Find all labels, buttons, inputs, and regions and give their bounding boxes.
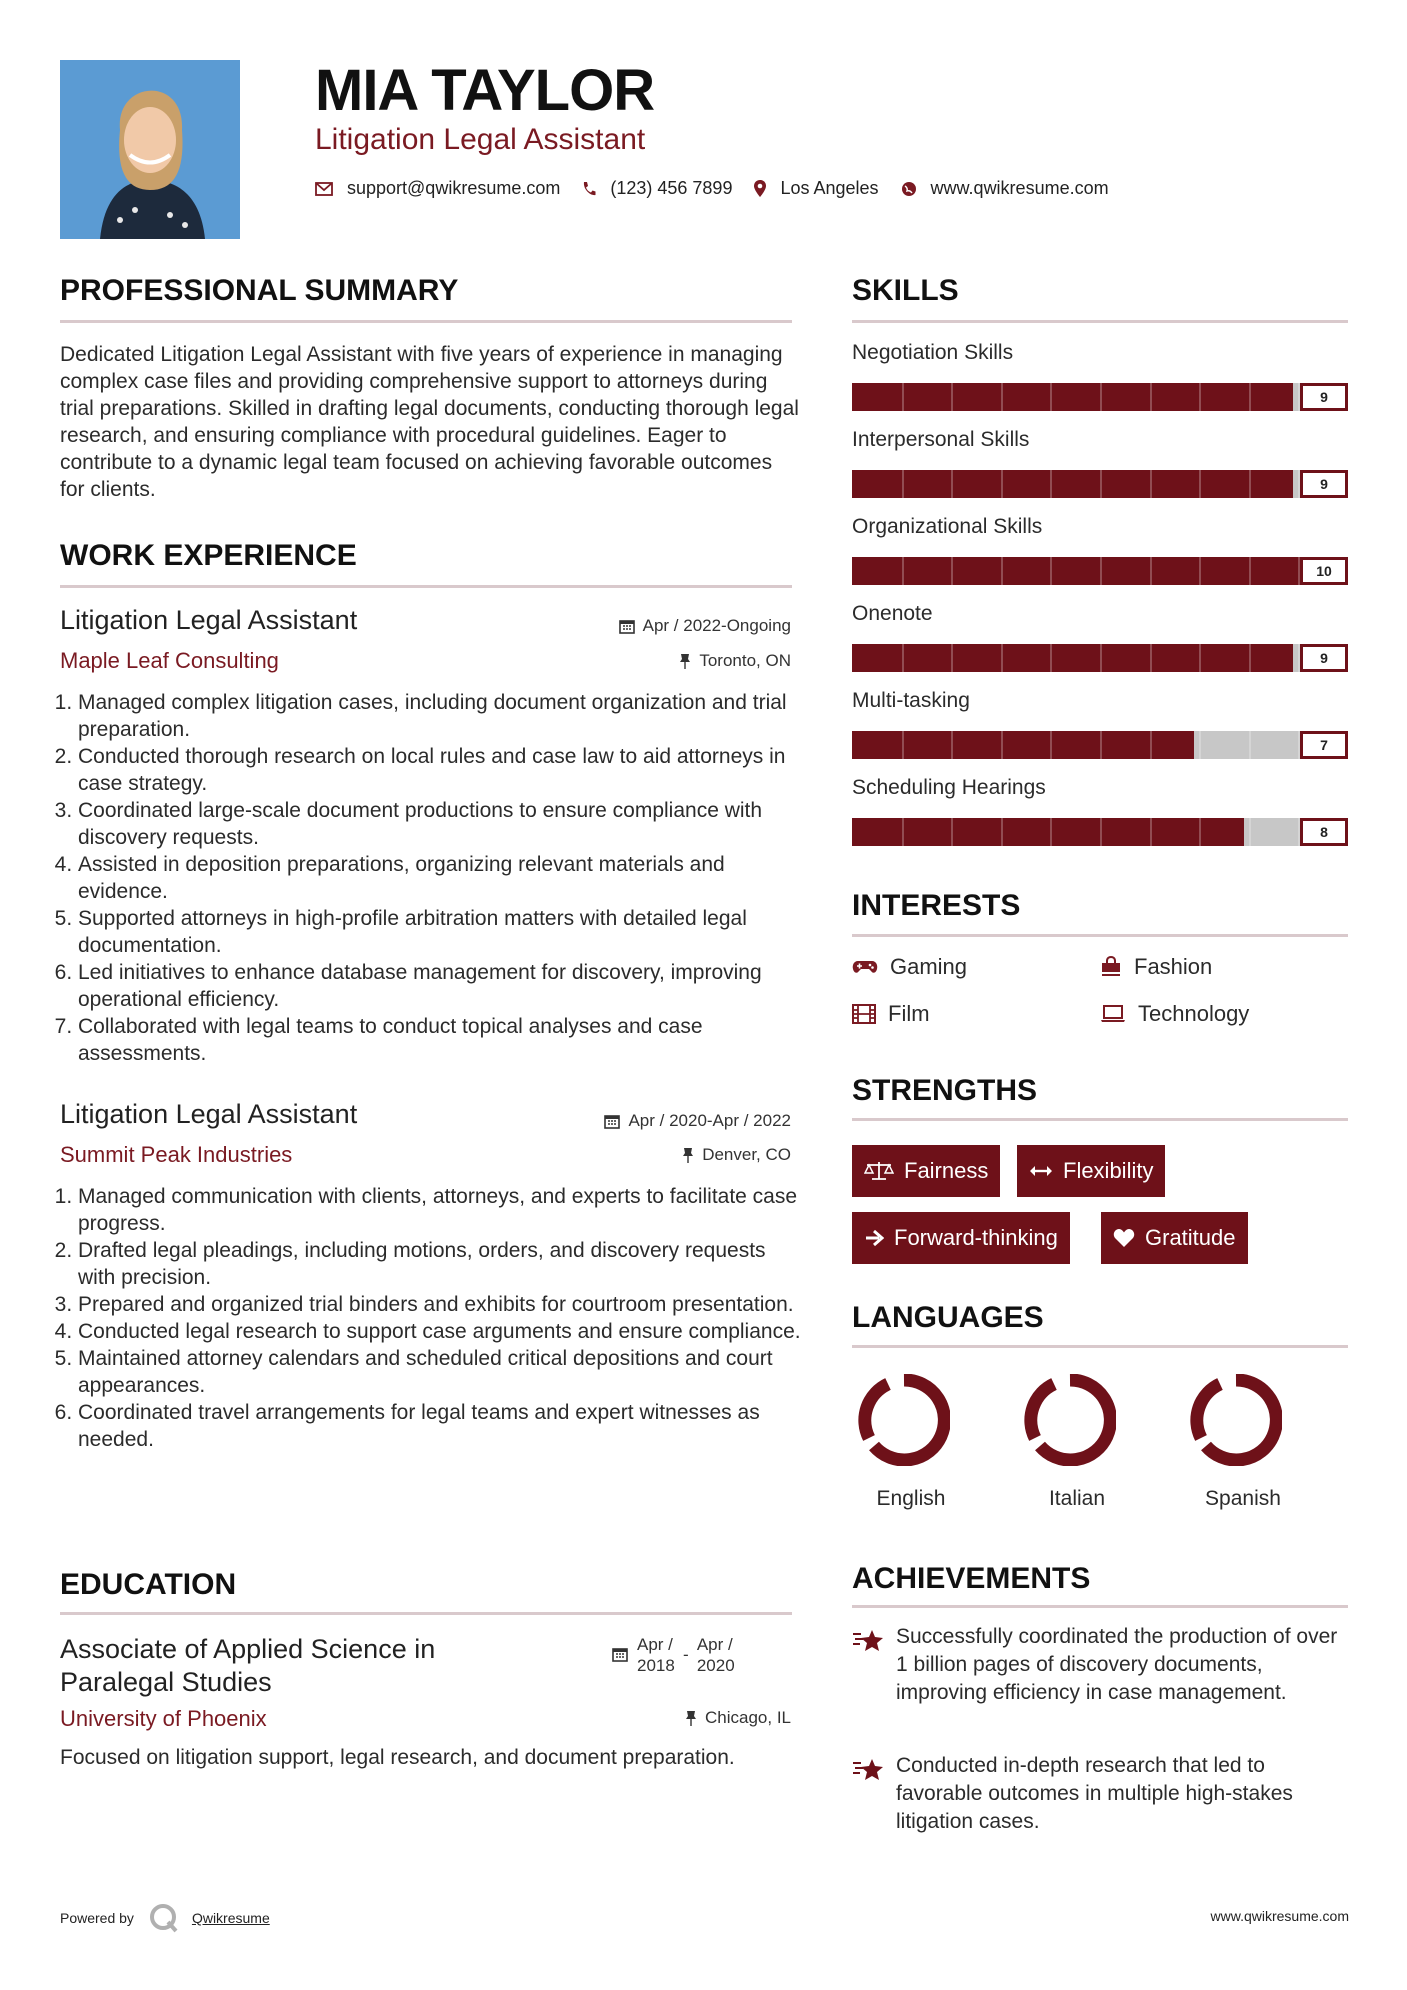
degree-line: Associate of Applied Science in (60, 1634, 436, 1664)
degree-title (60, 1633, 435, 1699)
skill-segment-divider (951, 731, 953, 759)
skill-segment-divider (1150, 470, 1152, 498)
skill-segment-divider (1249, 557, 1251, 585)
skill-segment-divider (1100, 557, 1102, 585)
summary-heading: PROFESSIONAL SUMMARY (60, 274, 459, 307)
job-location (682, 1145, 791, 1165)
globe-icon (901, 181, 917, 197)
achievement-text: Conducted in-depth research that led to favorable outcomes in multiple high-stakes litigation cases. (896, 1754, 1293, 1833)
job-duties (60, 689, 808, 1067)
education-rule (60, 1612, 792, 1615)
achievement-text: Successfully coordinated the production of over 1 billion pages of discovery documents, improving efficiency in case management. (896, 1625, 1338, 1704)
skill-segment-divider (1050, 383, 1052, 411)
company-name: Summit Peak Industries (60, 1142, 293, 1167)
start-year: 2018 (637, 1656, 675, 1675)
education-start (637, 1634, 675, 1676)
laptop-icon (1100, 1005, 1126, 1023)
strength-label: Forward-thinking (894, 1225, 1058, 1250)
skill-segment-divider (1150, 818, 1152, 846)
skill-segment-divider (1150, 644, 1152, 672)
skill-segment-divider (902, 557, 904, 585)
education-heading: EDUCATION (60, 1568, 237, 1601)
job-location (679, 651, 791, 671)
candidate-role: Litigation Legal Assistant (315, 123, 646, 156)
pushpin-icon (679, 653, 691, 669)
interest-label: Technology (1138, 1001, 1250, 1026)
skill-segment-divider (902, 644, 904, 672)
profile-photo (60, 60, 240, 239)
start-month: Apr / (637, 1635, 673, 1654)
education-end (697, 1634, 735, 1676)
skill-label: Onenote (852, 602, 933, 625)
skill-segment-divider (1249, 731, 1251, 759)
skill-segment-divider (1001, 557, 1003, 585)
skill-segment-divider (1001, 818, 1003, 846)
pushpin-icon (685, 1710, 697, 1726)
brand-link[interactable]: Qwikresume (191, 1910, 270, 1926)
skill-segment-divider (902, 731, 904, 759)
summary-text: Dedicated Litigation Legal Assistant with five years of experience in managing complex case files and providing comprehensive support to attorneys during trial preparations. Skilled in drafting legal documents, conducting thorough legal research, and ensuring compliance with procedural guidelines. Eager to contribute to a dynamic legal team focused on achieving favorable outcomes for clients. (60, 343, 799, 501)
achievements-rule (852, 1605, 1348, 1608)
skills-heading: SKILLS (852, 274, 959, 307)
skill-label: Scheduling Hearings (852, 776, 1046, 799)
candidate-name: MIA TAYLOR (315, 58, 655, 123)
phone-text: (123) 456 7899 (610, 178, 733, 198)
duty-item: 7. Collaborated with legal teams to conduct topical analyses and case assessments. (78, 1013, 808, 1067)
language-ring (1024, 1374, 1116, 1466)
gamepad-icon (852, 959, 878, 975)
calendar-icon (612, 1646, 628, 1662)
interest-item (1100, 954, 1212, 980)
shopping-bag-icon (1100, 956, 1122, 978)
skill-segment-divider (1100, 470, 1102, 498)
heart-icon (1113, 1228, 1135, 1248)
interests-rule (852, 934, 1348, 937)
languages-rule (852, 1345, 1348, 1348)
experience-rule (60, 585, 792, 588)
contact-location (754, 178, 878, 199)
interest-label: Gaming (890, 954, 968, 979)
skill-segment-divider (1050, 557, 1052, 585)
language-label: Italian (1048, 1487, 1106, 1510)
job-duties (60, 1183, 808, 1453)
job-dates-text: Apr / 2020-Apr / 2022 (628, 1111, 791, 1130)
duty-item: 1. Managed complex litigation cases, including document organization and trial preparation. (78, 689, 808, 743)
job-dates (619, 616, 791, 636)
skill-segment-divider (951, 470, 953, 498)
contact-website[interactable] (901, 178, 1109, 199)
strength-badge (852, 1212, 1070, 1264)
job-dates-text: Apr / 2022-Ongoing (642, 616, 791, 635)
languages-heading: LANGUAGES (852, 1301, 1044, 1334)
duty-item: 5. Supported attorneys in high-profile arbitration matters with detailed legal documentation. (78, 905, 808, 959)
skill-segment-divider (951, 644, 953, 672)
skill-label: Interpersonal Skills (852, 428, 1030, 451)
duty-item: 6. Led initiatives to enhance database management for discovery, improving operational efficiency. (78, 959, 808, 1013)
skill-segment-divider (1100, 644, 1102, 672)
skill-segment-divider (1001, 383, 1003, 411)
job-title: Litigation Legal Assistant (60, 1099, 358, 1129)
skill-segment-divider (1199, 470, 1201, 498)
strength-label: Flexibility (1063, 1158, 1154, 1183)
envelope-icon (315, 182, 333, 196)
skill-bar (852, 816, 1348, 844)
skill-segment-divider (951, 383, 953, 411)
strengths-heading: STRENGTHS (852, 1074, 1038, 1107)
map-pin-icon (754, 180, 766, 197)
film-icon (852, 1004, 876, 1024)
email-text: support@qwikresume.com (347, 178, 561, 198)
strengths-rule (852, 1118, 1348, 1121)
strength-badge (852, 1145, 1000, 1197)
skill-score: 10 (1300, 557, 1348, 585)
strength-badge (1017, 1145, 1165, 1197)
job-dates (604, 1111, 791, 1131)
duty-item: 3. Coordinated large-scale document productions to ensure compliance with discovery requests. (78, 797, 808, 851)
skill-bar (852, 642, 1348, 670)
skill-segment-divider (1150, 557, 1152, 585)
skill-segment-divider (1199, 818, 1201, 846)
achievements-heading: ACHIEVEMENTS (852, 1562, 1091, 1595)
language-ring (1190, 1374, 1282, 1466)
education-location-text: Chicago, IL (705, 1708, 791, 1727)
skill-fill (852, 470, 1293, 498)
skill-label: Organizational Skills (852, 515, 1043, 538)
education-description: Focused on litigation support, legal research, and document preparation. (60, 1746, 735, 1769)
school-name: University of Phoenix (60, 1706, 267, 1731)
qwikresume-logo-icon (148, 1902, 180, 1934)
skill-segment-divider (1249, 470, 1251, 498)
interests-heading: INTERESTS (852, 889, 1021, 922)
footer-website[interactable]: www.qwikresume.com (1210, 1908, 1349, 1924)
skill-segment-divider (1001, 470, 1003, 498)
skill-segment-divider (1001, 644, 1003, 672)
phone-icon (582, 181, 596, 197)
skill-segment-divider (951, 557, 953, 585)
pushpin-icon (682, 1147, 694, 1163)
duty-item: 4. Assisted in deposition preparations, organizing relevant materials and evidence. (78, 851, 808, 905)
skill-segment-divider (1199, 731, 1201, 759)
skill-bar (852, 381, 1348, 409)
skills-rule (852, 320, 1348, 323)
skill-segment-divider (1100, 818, 1102, 846)
interest-item (852, 954, 967, 980)
arrows-horizontal-icon (1029, 1164, 1053, 1178)
skill-segment-divider (951, 818, 953, 846)
job-title: Litigation Legal Assistant (60, 605, 358, 635)
interest-label: Fashion (1134, 954, 1213, 979)
company-name: Maple Leaf Consulting (60, 648, 279, 673)
skill-bar (852, 729, 1348, 757)
job-location-text: Denver, CO (702, 1145, 791, 1164)
language-label: English (876, 1487, 946, 1510)
skill-segment-divider (1199, 644, 1201, 672)
skill-segment-divider (1199, 557, 1201, 585)
skill-segment-divider (1050, 470, 1052, 498)
strength-label: Fairness (904, 1158, 989, 1183)
skill-segment-divider (1249, 383, 1251, 411)
shooting-star-icon (852, 1628, 884, 1654)
skill-score: 9 (1300, 644, 1348, 672)
skill-bar (852, 468, 1348, 496)
arrow-right-icon (864, 1228, 884, 1248)
skill-segment-divider (1050, 644, 1052, 672)
skill-label: Multi-tasking (852, 689, 970, 712)
duty-item: 6. Coordinated travel arrangements for legal teams and expert witnesses as needed. (78, 1399, 808, 1453)
duty-item: 1. Managed communication with clients, attorneys, and experts to facilitate case progress. (78, 1183, 808, 1237)
calendar-icon (604, 1113, 620, 1129)
duty-item: 3. Prepared and organized trial binders and exhibits for courtroom presentation. (78, 1291, 808, 1318)
date-separator: - (682, 1645, 689, 1664)
summary-rule (60, 320, 792, 323)
skill-fill (852, 818, 1244, 846)
footer-powered (60, 1902, 270, 1934)
duty-item: 2. Conducted thorough research on local rules and case law to aid attorneys in case strategy. (78, 743, 808, 797)
skill-segment-divider (902, 470, 904, 498)
website-text: www.qwikresume.com (930, 178, 1109, 198)
education-location (685, 1708, 791, 1728)
end-year: 2020 (696, 1656, 735, 1675)
skill-segment-divider (1100, 731, 1102, 759)
job-location-text: Toronto, ON (699, 651, 791, 670)
contact-email[interactable] (315, 178, 560, 199)
shooting-star-icon (852, 1757, 884, 1783)
skill-score: 9 (1300, 383, 1348, 411)
skill-segment-divider (902, 383, 904, 411)
skill-label: Negotiation Skills (852, 341, 1014, 364)
location-text: Los Angeles (780, 178, 879, 198)
skill-score: 8 (1300, 818, 1348, 846)
duty-item: 4. Conducted legal research to support case arguments and ensure compliance. (78, 1318, 808, 1345)
skill-segment-divider (1199, 383, 1201, 411)
skill-segment-divider (1150, 383, 1152, 411)
skill-bar (852, 555, 1348, 583)
skill-score: 9 (1300, 470, 1348, 498)
calendar-icon (619, 618, 635, 634)
scale-icon (864, 1160, 894, 1182)
contact-bar (315, 178, 1131, 199)
degree-line: Paralegal Studies (60, 1667, 272, 1697)
skill-fill (852, 383, 1293, 411)
strength-label: Gratitude (1145, 1225, 1236, 1250)
powered-by-label: Powered by (60, 1910, 134, 1926)
education-dates (612, 1634, 735, 1676)
experience-heading: WORK EXPERIENCE (60, 539, 357, 572)
skill-segment-divider (1249, 818, 1251, 846)
language-ring (858, 1374, 950, 1466)
skill-segment-divider (1050, 731, 1052, 759)
duty-item: 5. Maintained attorney calendars and scheduled critical depositions and court appearances. (78, 1345, 808, 1399)
strength-badge (1101, 1212, 1248, 1264)
skill-score: 7 (1300, 731, 1348, 759)
interest-item (852, 1001, 930, 1027)
interest-item (1100, 1001, 1249, 1027)
skill-segment-divider (1050, 818, 1052, 846)
duty-item: 2. Drafted legal pleadings, including motions, orders, and discovery requests with precision. (78, 1237, 808, 1291)
skill-segment-divider (902, 818, 904, 846)
language-label: Spanish (1205, 1487, 1281, 1510)
skill-segment-divider (1150, 731, 1152, 759)
skill-segment-divider (1249, 644, 1251, 672)
skill-fill (852, 644, 1293, 672)
end-month: Apr / (696, 1635, 733, 1654)
contact-phone[interactable] (582, 178, 732, 199)
interest-label: Film (888, 1001, 930, 1026)
skill-segment-divider (1001, 731, 1003, 759)
skill-segment-divider (1100, 383, 1102, 411)
